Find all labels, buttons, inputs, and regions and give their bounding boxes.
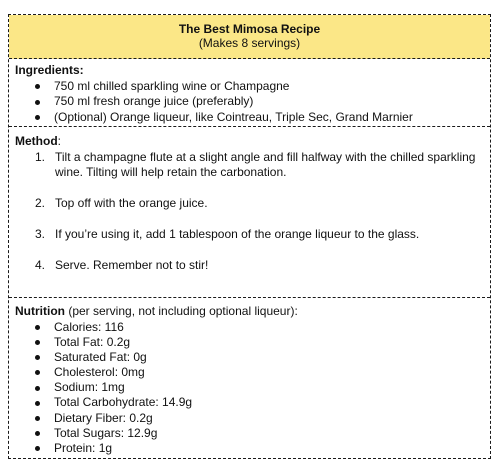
step-number: 1. — [35, 149, 46, 164]
ingredients-heading: Ingredients: — [15, 63, 84, 77]
bullet-icon — [35, 325, 40, 330]
nutrition-item — [35, 411, 490, 426]
method-heading-colon: : — [57, 134, 61, 148]
nutrition-text: Protein: 1g — [54, 441, 113, 455]
bullet-icon — [35, 84, 40, 89]
nutrition-text: Calories: 116 — [54, 319, 124, 334]
nutrition-text: Dietary Fiber: 0.2g — [54, 410, 153, 425]
nutrition-text: Total Sugars: 12.9g — [54, 425, 158, 440]
nutrition-item — [35, 365, 490, 380]
recipe-card — [8, 14, 491, 459]
nutrition-heading-line — [15, 304, 490, 320]
bullet-icon — [35, 416, 40, 421]
ingredient-text: 750 ml chilled sparkling wine or Champagne — [54, 78, 290, 93]
bullet-icon — [35, 355, 40, 360]
nutrition-item — [35, 380, 490, 395]
bullet-icon — [35, 100, 40, 105]
nutrition-text: Total Fat: 0.2g — [54, 334, 131, 349]
step-number: 3. — [35, 227, 46, 241]
method-step — [35, 258, 480, 274]
bullet-icon — [35, 446, 40, 451]
nutrition-heading: Nutrition — [15, 304, 65, 318]
nutrition-text: Cholesterol: 0mg — [54, 365, 145, 380]
method-step — [35, 227, 480, 243]
ingredient-item — [35, 94, 490, 110]
nutrition-item — [35, 395, 490, 410]
method-heading: Method — [15, 134, 58, 148]
method-steps — [15, 150, 490, 274]
method-step — [35, 150, 480, 181]
nutrition-item — [35, 441, 490, 456]
nutrition-text: Sodium: 1mg — [54, 380, 125, 395]
bullet-icon — [35, 370, 40, 375]
step-text: If you’re using it, add 1 tablespoon of the orange liqueur to the glass. — [55, 227, 420, 241]
nutrition-item — [35, 335, 490, 350]
recipe-header — [9, 15, 490, 59]
step-number: 2. — [35, 196, 46, 210]
nutrition-text: Saturated Fat: 0g — [54, 349, 147, 364]
recipe-servings: (Makes 8 servings) — [198, 36, 301, 50]
method-step — [35, 196, 480, 212]
step-number: 4. — [35, 258, 46, 272]
ingredients-list — [15, 79, 490, 126]
step-text: Tilt a champagne flute at a slight angle and fill halfway with the chilled sparkling wine. Tilting will help retain the carbonation. — [55, 149, 476, 179]
nutrition-item — [35, 426, 490, 441]
bullet-icon — [35, 401, 40, 406]
bullet-icon — [35, 340, 40, 345]
bullet-icon — [35, 386, 40, 391]
nutrition-item — [35, 320, 490, 335]
step-text: Serve. Remember not to stir! — [55, 258, 209, 272]
ingredients-section — [9, 59, 490, 127]
method-heading-line — [15, 134, 490, 150]
nutrition-note: (per serving, not including optional liqueur): — [65, 304, 298, 318]
nutrition-section — [9, 298, 490, 458]
method-section — [9, 127, 490, 298]
nutrition-item — [35, 350, 490, 365]
nutrition-text: Total Carbohydrate: 14.9g — [54, 395, 193, 410]
ingredient-item — [35, 110, 490, 126]
ingredient-text: 750 ml fresh orange juice (preferably) — [54, 94, 254, 108]
bullet-icon — [35, 431, 40, 436]
nutrition-list — [15, 320, 490, 457]
ingredient-text: (Optional) Orange liqueur, like Cointreau, Triple Sec, Grand Marnier — [54, 109, 413, 124]
bullet-icon — [35, 115, 40, 120]
ingredient-item — [35, 79, 490, 95]
step-text: Top off with the orange juice. — [55, 196, 208, 210]
recipe-title: The Best Mimosa Recipe — [178, 22, 321, 36]
